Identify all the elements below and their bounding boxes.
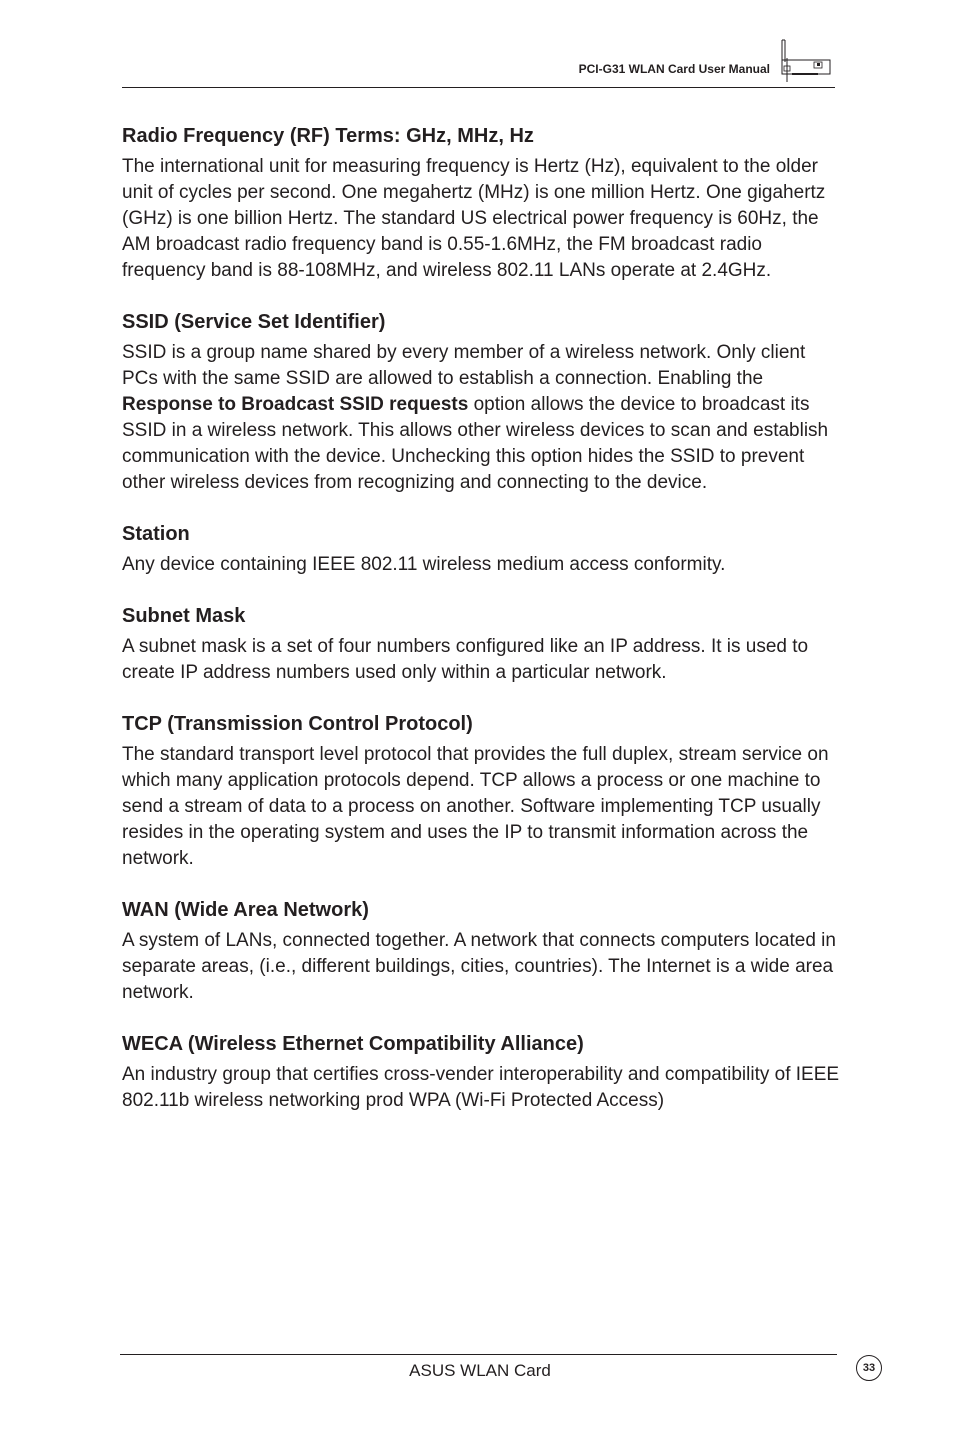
body-text: option allows the device to broadcast its SSID in a wireless network. This allows other wireless devices to scan and establish communication with the device. Unchecking this option hides the SSID to prevent other wireless devices from recognizing and connecting to the device. bbox=[122, 394, 829, 493]
manual-title: PCI-G31 WLAN Card User Manual bbox=[578, 62, 770, 76]
option-name: Response to Broadcast SSID requests bbox=[122, 394, 469, 415]
body-text: SSID is a group name shared by every member of a wireless network. Only client PCs with the same SSID are allowed to establish a connection. Enabling the bbox=[122, 342, 806, 389]
section-body: A system of LANs, connected together. A network that connects computers located in separate areas, (i.e., different buildings, cities, countries). The Internet is a wide area network. bbox=[122, 930, 836, 1003]
section-heading: Radio Frequency (RF) Terms: GHz, MHz, Hz bbox=[122, 125, 534, 147]
section-body: A subnet mask is a set of four numbers configured like an IP address. It is used to create IP address numbers used only within a particular network. bbox=[122, 636, 809, 683]
section-body bbox=[122, 340, 844, 496]
footer-text: ASUS WLAN Card bbox=[409, 1361, 551, 1380]
wlan-card-icon bbox=[778, 38, 832, 84]
glossary-content bbox=[122, 124, 844, 1140]
section-heading: SSID (Service Set Identifier) bbox=[122, 311, 386, 333]
section-weca bbox=[122, 1032, 844, 1114]
section-wan bbox=[122, 898, 844, 1006]
section-heading: WECA (Wireless Ethernet Compatibility Alliance) bbox=[122, 1033, 584, 1055]
section-tcp bbox=[122, 712, 844, 872]
section-body: The standard transport level protocol that provides the full duplex, stream service on which many application protocols depend. TCP allows a process or one machine to send a stream of data to a process on another. Software implementing TCP usually resides in the operating system and uses the IP to transmit information across the network. bbox=[122, 744, 829, 869]
section-heading: Station bbox=[122, 523, 190, 545]
section-subnet-mask bbox=[122, 604, 844, 686]
section-station bbox=[122, 522, 844, 578]
section-body: An industry group that certifies cross-vender interoperability and compatibility of IEEE 802.11b wireless networking prod WPA (Wi-Fi Protected Access) bbox=[122, 1064, 840, 1111]
section-ssid bbox=[122, 310, 844, 496]
section-body: Any device containing IEEE 802.11 wireless medium access conformity. bbox=[122, 554, 726, 575]
section-heading: TCP (Transmission Control Protocol) bbox=[122, 713, 473, 735]
page-number-badge: 33 bbox=[856, 1355, 882, 1381]
footer-rule bbox=[120, 1354, 837, 1355]
section-heading: WAN (Wide Area Network) bbox=[122, 899, 369, 921]
header-rule bbox=[122, 87, 835, 88]
section-heading: Subnet Mask bbox=[122, 605, 246, 627]
section-body: The international unit for measuring frequency is Hertz (Hz), equivalent to the older unit of cycles per second. One megahertz (MHz) is one million Hertz. One gigahertz (GHz) is one billion Hertz. The standard US electrical power frequency is 60Hz, the AM broadcast radio frequency band is 0.55-1.6MHz, the FM broadcast radio frequency band is 88-108MHz, and wireless 802.11 LANs operate at 2.4GHz. bbox=[122, 156, 826, 281]
section-rf-terms bbox=[122, 124, 844, 284]
